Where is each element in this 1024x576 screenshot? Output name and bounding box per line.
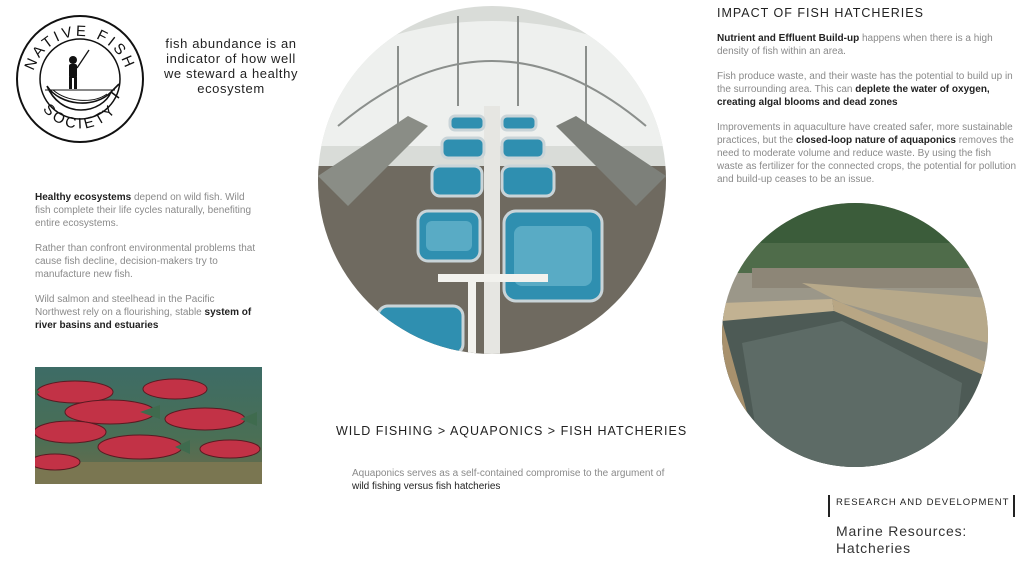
fish-waste-text: Fish produce waste, and their waste has the potential to build up in the surrounding area. This can	[717, 71, 1013, 95]
nutrient-buildup-text: happens when there is a high density of fish within an area.	[717, 33, 993, 57]
river-basins-bold: system of river basins and estuaries	[35, 307, 252, 331]
salmon-photo	[35, 367, 262, 484]
footer-divider-right	[1013, 495, 1015, 517]
healthy-ecosystems-bold: Healthy ecosystems	[35, 192, 132, 203]
comparison-heading: WILD FISHING > AQUAPONICS > FISH HATCHERIES	[336, 424, 688, 438]
native-fish-society-logo	[15, 14, 145, 144]
tagline	[158, 36, 304, 96]
svg-text:NATIVE FISH: NATIVE FISH	[21, 22, 139, 73]
research-development-label: RESEARCH AND DEVELOPMENT	[836, 497, 1010, 508]
aquaculture-improvements-paragraph	[717, 121, 1017, 186]
improvements-text-1: Improvements in aquaculture have created safer, more sustainable practices, but the	[717, 122, 1013, 146]
tagline-line-1: fish abundance is an	[165, 36, 297, 51]
svg-text:SOCIETY: SOCIETY	[39, 100, 121, 133]
improvements-text-2: removes the need to moderate volume and reduce waste. By using the fish waste as fertilizer for the connected crops, the potential for pollution and build-up ceases to be an issue.	[717, 135, 1017, 185]
footer-title	[836, 523, 967, 557]
pacific-northwest-paragraph	[35, 293, 257, 332]
footer-title-line-2: Hatcheries	[836, 540, 911, 556]
tagline-line-4: ecosystem	[197, 81, 265, 96]
aquaponics-tanks-photo	[318, 6, 666, 354]
nutrient-buildup-bold: Nutrient and Effluent Build-up	[717, 33, 860, 44]
nutrient-buildup-paragraph	[717, 32, 1017, 58]
footer-title-line-1: Marine Resources:	[836, 523, 968, 539]
pacific-northwest-text: Wild salmon and steelhead in the Pacific Northwest rely on a flourishing, stable	[35, 294, 215, 318]
tagline-line-2: indicator of how well	[166, 51, 296, 66]
hatchery-raceways-photo	[722, 203, 988, 467]
footer-divider-left	[828, 495, 830, 517]
healthy-ecosystems-paragraph	[35, 191, 257, 230]
decision-makers-paragraph: Rather than confront environmental problems that cause fish decline, decision-makers try to manufacture new fish.	[35, 243, 256, 280]
oxygen-depletion-bold: deplete the water of oxygen, creating algal blooms and dead zones	[717, 84, 990, 108]
wild-vs-hatchery-emphasis: wild fishing versus fish hatcheries	[352, 481, 501, 492]
healthy-ecosystems-text: depend on wild fish. Wild fish complete their life cycles naturally, benefiting entire ecosystems.	[35, 192, 252, 229]
tagline-line-3: we steward a healthy	[163, 66, 299, 81]
fish-waste-paragraph	[717, 70, 1017, 109]
closed-loop-bold: closed-loop nature of aquaponics	[795, 135, 956, 146]
aquaponics-compromise-paragraph	[352, 467, 672, 493]
aquaponics-compromise-text: Aquaponics serves as a self-contained compromise to the argument of	[352, 468, 665, 479]
impact-heading: IMPACT OF FISH HATCHERIES	[717, 6, 924, 20]
